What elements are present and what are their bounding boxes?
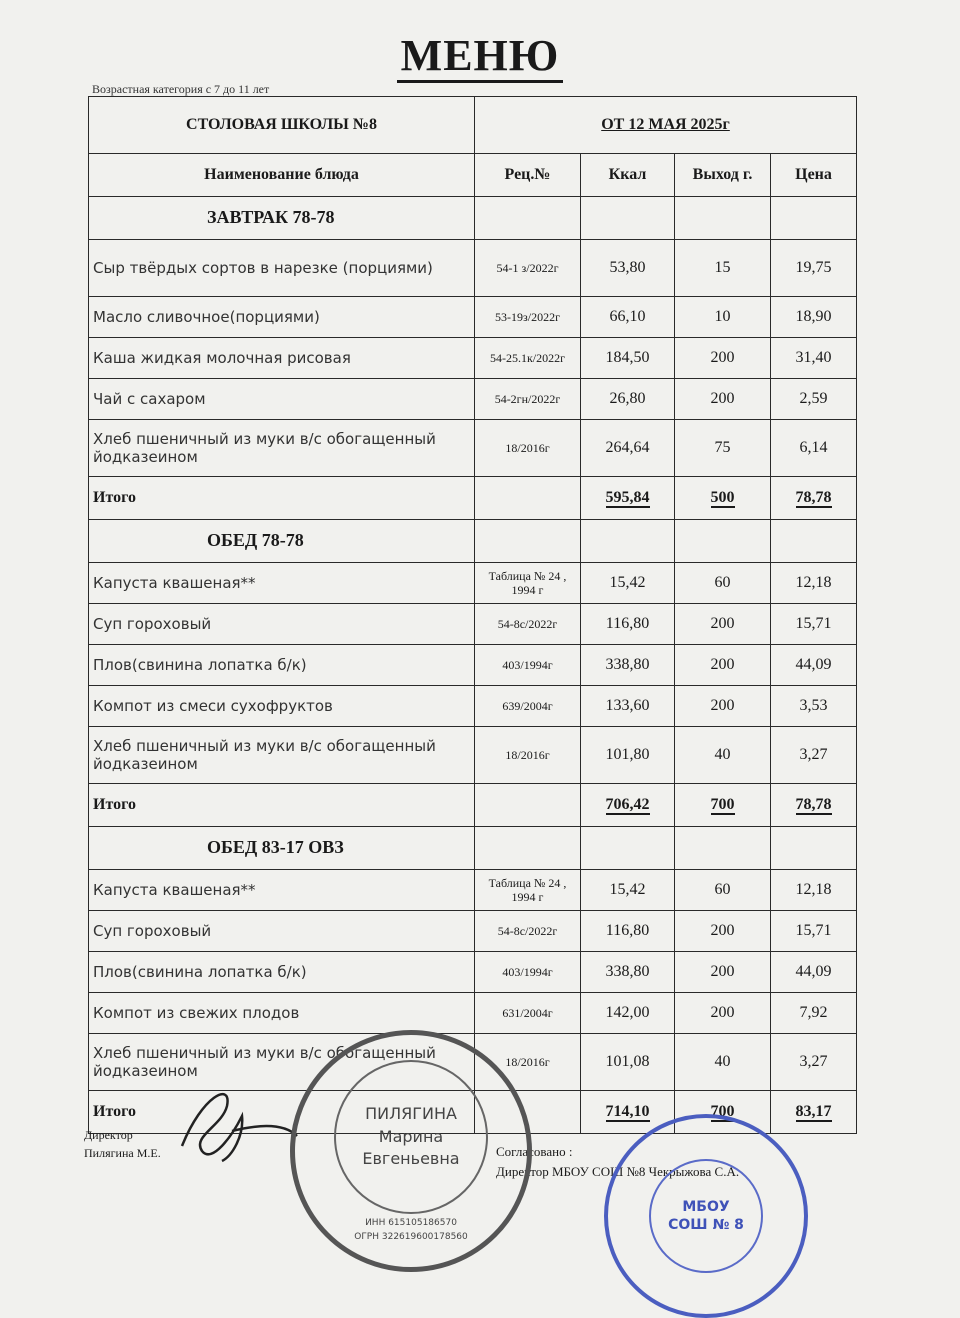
stamp-line2: Марина <box>378 1126 444 1146</box>
total-label: Итого <box>89 784 475 827</box>
dish-name: Суп гороховый <box>89 604 475 645</box>
empty-cell <box>475 477 581 520</box>
empty-cell <box>475 784 581 827</box>
canteen-name: СТОЛОВАЯ ШКОЛЫ №8 <box>89 97 475 154</box>
director-signature <box>172 1076 302 1166</box>
menu-table <box>88 96 857 1134</box>
price-value: 15,71 <box>771 604 857 645</box>
empty-cell <box>675 520 771 563</box>
kcal-value: 264,64 <box>581 420 675 477</box>
col-recipe: Рец.№ <box>475 154 581 197</box>
menu-date: ОТ 12 МАЯ 2025г <box>475 97 857 154</box>
total-price-value: 83,17 <box>795 1103 832 1121</box>
dish-name: Компот из свежих плодов <box>89 993 475 1034</box>
agreed-by: Директор МБОУ СОШ №8 Чекрыжова С.А. <box>496 1163 740 1179</box>
price-value: 31,40 <box>771 338 857 379</box>
recipe-number: 18/2016г <box>475 420 581 477</box>
total-price <box>771 784 857 827</box>
section-title: ОБЕД 83-17 ОВЗ <box>89 827 475 870</box>
recipe-number: 403/1994г <box>475 645 581 686</box>
total-price-value: 78,78 <box>795 489 832 507</box>
price-value: 19,75 <box>771 240 857 297</box>
table-row <box>89 993 857 1034</box>
table-row <box>89 338 857 379</box>
price-value: 2,59 <box>771 379 857 420</box>
total-label: Итого <box>89 1091 475 1134</box>
kcal-value: 101,80 <box>581 727 675 784</box>
total-price-value: 78,78 <box>795 796 832 814</box>
director-block <box>84 1126 161 1162</box>
recipe-number: Таблица № 24 , 1994 г <box>475 563 581 604</box>
kcal-value: 66,10 <box>581 297 675 338</box>
total-label: Итого <box>89 477 475 520</box>
column-header-row <box>89 154 857 197</box>
dish-name: Плов(свинина лопатка б/к) <box>89 645 475 686</box>
total-kcal-value: 714,10 <box>605 1103 650 1121</box>
director-label: Директор <box>84 1128 133 1142</box>
empty-cell <box>581 827 675 870</box>
kcal-value: 184,50 <box>581 338 675 379</box>
section-row <box>89 520 857 563</box>
recipe-number: 54-2гн/2022г <box>475 379 581 420</box>
recipe-number: 18/2016г <box>475 727 581 784</box>
dish-name: Капуста квашеная** <box>89 870 475 911</box>
dish-name: Суп гороховый <box>89 911 475 952</box>
kcal-value: 53,80 <box>581 240 675 297</box>
table-row <box>89 727 857 784</box>
kcal-value: 26,80 <box>581 379 675 420</box>
school-stamp-inner <box>649 1159 763 1273</box>
total-kcal <box>581 477 675 520</box>
total-yield-value: 700 <box>710 796 735 814</box>
empty-cell <box>581 197 675 240</box>
school-stamp-line1: МБОУ <box>682 1198 730 1215</box>
empty-cell <box>475 197 581 240</box>
empty-cell <box>675 197 771 240</box>
yield-value: 200 <box>675 379 771 420</box>
empty-cell <box>771 197 857 240</box>
stamp-line1: ПИЛЯГИНА <box>365 1104 457 1124</box>
recipe-number: 639/2004г <box>475 686 581 727</box>
kcal-value: 338,80 <box>581 645 675 686</box>
total-row <box>89 784 857 827</box>
title-text: МЕНЮ <box>397 31 564 83</box>
empty-cell <box>475 520 581 563</box>
recipe-number: 18/2016г <box>475 1034 581 1091</box>
yield-value: 15 <box>675 240 771 297</box>
dish-name: Сыр твёрдых сортов в нарезке (порциями) <box>89 240 475 297</box>
kcal-value: 142,00 <box>581 993 675 1034</box>
recipe-number: 54-25.1к/2022г <box>475 338 581 379</box>
dish-name: Хлеб пшеничный из муки в/с обогащенный йодказеином <box>89 727 475 784</box>
price-value: 3,27 <box>771 1034 857 1091</box>
yield-value: 10 <box>675 297 771 338</box>
total-price <box>771 477 857 520</box>
table-row <box>89 686 857 727</box>
section-row <box>89 197 857 240</box>
kcal-value: 116,80 <box>581 604 675 645</box>
total-yield <box>675 784 771 827</box>
yield-value: 200 <box>675 911 771 952</box>
table-row <box>89 952 857 993</box>
yield-value: 200 <box>675 645 771 686</box>
recipe-number: 631/2004г <box>475 993 581 1034</box>
col-name: Наименование блюда <box>89 154 475 197</box>
stamp-line3: Евгеньевна <box>362 1149 460 1169</box>
director-name: Пилягина М.Е. <box>84 1146 161 1160</box>
total-yield-value: 700 <box>710 1103 735 1121</box>
price-value: 15,71 <box>771 911 857 952</box>
document-title <box>0 30 960 81</box>
recipe-number: 54-8с/2022г <box>475 604 581 645</box>
dish-name: Хлеб пшеничный из муки в/с обогащенный йодказеином <box>89 1034 475 1091</box>
empty-cell <box>771 827 857 870</box>
price-value: 12,18 <box>771 563 857 604</box>
total-yield <box>675 477 771 520</box>
table-row <box>89 604 857 645</box>
yield-value: 200 <box>675 604 771 645</box>
kcal-value: 15,42 <box>581 563 675 604</box>
dish-name: Каша жидкая молочная рисовая <box>89 338 475 379</box>
yield-value: 60 <box>675 870 771 911</box>
total-kcal-value: 595,84 <box>605 489 650 507</box>
price-value: 3,53 <box>771 686 857 727</box>
total-kcal <box>581 784 675 827</box>
col-kcal: Ккал <box>581 154 675 197</box>
dish-name: Компот из смеси сухофруктов <box>89 686 475 727</box>
table-row <box>89 297 857 338</box>
yield-value: 200 <box>675 338 771 379</box>
price-value: 44,09 <box>771 952 857 993</box>
total-row <box>89 477 857 520</box>
table-row <box>89 240 857 297</box>
school-stamp <box>604 1114 808 1318</box>
price-value: 44,09 <box>771 645 857 686</box>
kcal-value: 101,08 <box>581 1034 675 1091</box>
dish-name: Масло сливочное(порциями) <box>89 297 475 338</box>
dish-name: Плов(свинина лопатка б/к) <box>89 952 475 993</box>
total-price <box>771 1091 857 1134</box>
stamp-ogrn: ОГРН 322619600178560 <box>354 1232 468 1242</box>
recipe-number: 403/1994г <box>475 952 581 993</box>
section-title: ОБЕД 78-78 <box>89 520 475 563</box>
yield-value: 200 <box>675 993 771 1034</box>
dish-name: Хлеб пшеничный из муки в/с обогащенный йодказеином <box>89 420 475 477</box>
table-row <box>89 911 857 952</box>
price-value: 3,27 <box>771 727 857 784</box>
table-row <box>89 645 857 686</box>
empty-cell <box>475 827 581 870</box>
yield-value: 40 <box>675 1034 771 1091</box>
col-price: Цена <box>771 154 857 197</box>
price-value: 12,18 <box>771 870 857 911</box>
age-category: Возрастная категория с 7 до 11 лет <box>92 82 270 96</box>
table-row <box>89 420 857 477</box>
header-row <box>89 97 857 154</box>
section-row <box>89 827 857 870</box>
yield-value: 200 <box>675 686 771 727</box>
recipe-number: 54-8с/2022г <box>475 911 581 952</box>
dish-name: Чай с сахаром <box>89 379 475 420</box>
stamp-inn: ИНН 615105186570 <box>365 1218 457 1228</box>
price-value: 18,90 <box>771 297 857 338</box>
table-row <box>89 379 857 420</box>
empty-cell <box>771 520 857 563</box>
col-yield: Выход г. <box>675 154 771 197</box>
table-row <box>89 870 857 911</box>
recipe-number: Таблица № 24 , 1994 г <box>475 870 581 911</box>
yield-value: 200 <box>675 952 771 993</box>
recipe-number: 54-1 з/2022г <box>475 240 581 297</box>
price-value: 7,92 <box>771 993 857 1034</box>
stamp-inner <box>334 1060 488 1214</box>
kcal-value: 338,80 <box>581 952 675 993</box>
agreed-label: Согласовано : <box>496 1144 573 1159</box>
empty-cell <box>675 827 771 870</box>
entrepreneur-stamp <box>290 1030 532 1272</box>
school-stamp-line2: СОШ № 8 <box>668 1217 744 1233</box>
kcal-value: 133,60 <box>581 686 675 727</box>
kcal-value: 15,42 <box>581 870 675 911</box>
yield-value: 40 <box>675 727 771 784</box>
total-yield-value: 500 <box>710 489 735 507</box>
total-kcal-value: 706,42 <box>605 796 650 814</box>
yield-value: 75 <box>675 420 771 477</box>
price-value: 6,14 <box>771 420 857 477</box>
recipe-number: 53-19з/2022г <box>475 297 581 338</box>
dish-name: Капуста квашеная** <box>89 563 475 604</box>
yield-value: 60 <box>675 563 771 604</box>
table-row <box>89 563 857 604</box>
section-title: ЗАВТРАК 78-78 <box>89 197 475 240</box>
kcal-value: 116,80 <box>581 911 675 952</box>
empty-cell <box>581 520 675 563</box>
